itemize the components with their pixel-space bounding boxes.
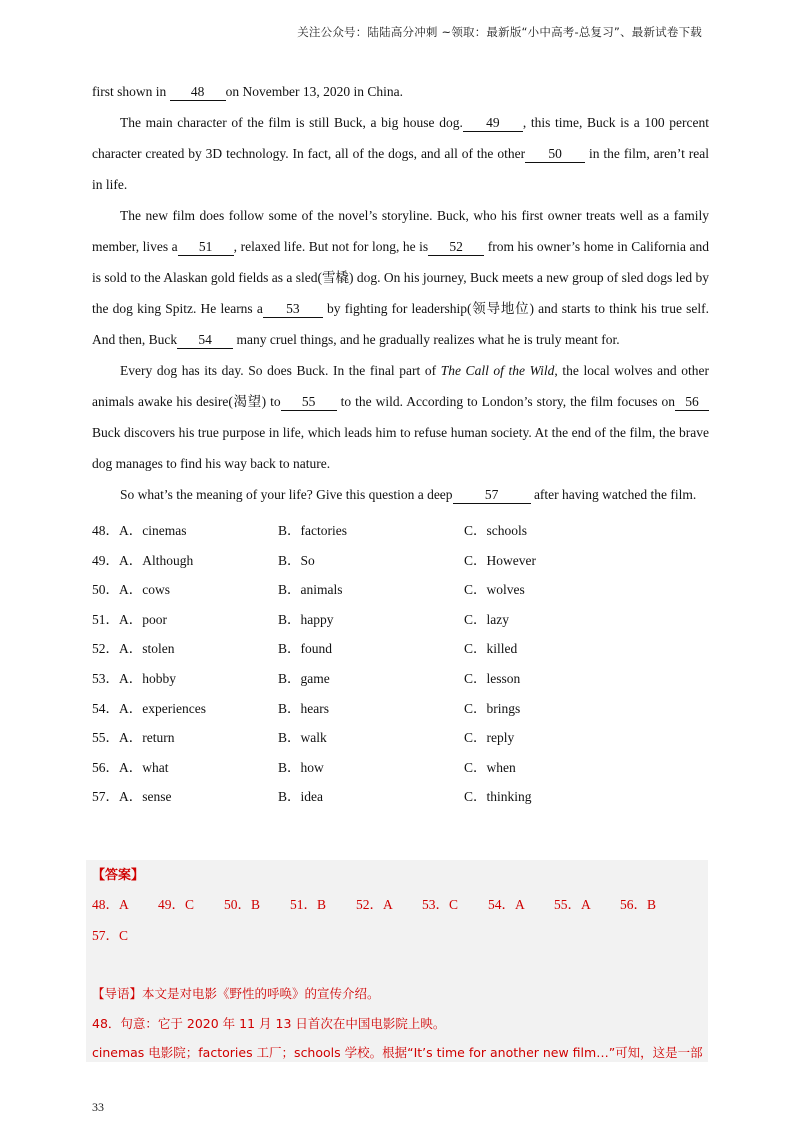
blank-53: 53	[263, 301, 323, 318]
passage	[92, 76, 709, 812]
option-row: 52．A．stolen B．found C．killed	[92, 641, 518, 657]
option-row: 54．A．experiences B．hears C．brings	[92, 700, 521, 716]
film-title: The Call of the Wild	[440, 363, 555, 378]
page-number: 33	[92, 1100, 104, 1114]
paragraph-1: first shown in 48 on November 13, 2020 in China.	[92, 84, 403, 99]
answer-row-2: 57．C	[92, 928, 129, 943]
blank-54: 54	[177, 332, 233, 349]
paragraph-5: So what’s the meaning of your life? Give this question a deep 57 after having watched the film.	[120, 487, 697, 502]
blank-51: 51	[178, 239, 234, 256]
page-header: 关注公众号：陆陆高分冲刺 ~领取：最新版“小中高考-总复习”、最新试卷下载	[297, 25, 702, 39]
option-row: 50．A．cows B．animals C．wolves	[92, 582, 525, 598]
answer-title: 【答案】	[92, 868, 145, 883]
blank-50: 50	[525, 146, 585, 163]
paragraph-4: Every dog has its day. So does Buck. In the final part of The Call of the Wild, the local wolves and other animals awake his desire(渴望) to 55 to the wild. According to London’s story, the film focuses on 56 Buck discovers his true purpose in life, which leads him to refuse human society. At the end of the film, the brave dog manages to find his way back to nature.	[92, 363, 709, 471]
blank-56: 56	[675, 394, 709, 411]
blank-55: 55	[281, 394, 337, 411]
guide-q48: 48．句意：它于 2020 年 11 月 13 日首次在中国电影院上映。	[92, 1016, 446, 1031]
paragraph-3: The new film does follow some of the novel’s storyline. Buck, who his first owner treats well as a family member, lives a 51 , relaxed life. But not for long, he is 52 from his owner’s home in California and is sold to the Alaskan gold fields as a sled(雪橇) dog. On his journey, Buck meets a new group of sled dogs led by the dog king Spitz. He learns a 53 by fighting for leadership(领导地位) and starts to think his true self. And then, Buck 54 many cruel things, and he gradually realizes what he is truly meant for.	[92, 208, 709, 347]
option-row: 55．A．return B．walk C．reply	[92, 730, 515, 746]
blank-48: 48	[170, 84, 226, 101]
guide-explain: cinemas 电影院；factories 工厂；schools 学校。根据“It’s time for another new film…”可知，这是一部	[92, 1045, 703, 1060]
option-row: 48．A．cinemas B．factories C．schools	[92, 523, 528, 538]
blank-49: 49	[463, 115, 523, 132]
option-row: 57．A．sense B．idea C．thinking	[92, 789, 532, 805]
blank-57: 57	[453, 487, 531, 504]
paragraph-2: The main character of the film is still Buck, a big house dog. 49 , this time, Buck is a 100 percent character created by 3D technology. In fact, all of the dogs, and all of the other 50 in the film, aren’t real in life.	[92, 115, 710, 192]
answer-box	[86, 860, 708, 1062]
option-row: 49．A．Although B．So C．However	[92, 552, 536, 568]
answer-row-1: 48．A 49．C 50．B 51．B 52．A 53．C 54．A 55．A 56．B	[92, 897, 657, 912]
guide-intro: 【导语】本文是对电影《野性的呼唤》的宣传介绍。	[92, 986, 380, 1001]
option-row: 51．A．poor B．happy C．lazy	[92, 611, 509, 627]
option-row: 53．A．hobby B．game C．lesson	[92, 670, 521, 686]
options-list	[92, 516, 709, 812]
option-row: 56．A．what B．how C．when	[92, 759, 516, 775]
blank-52: 52	[428, 239, 484, 256]
